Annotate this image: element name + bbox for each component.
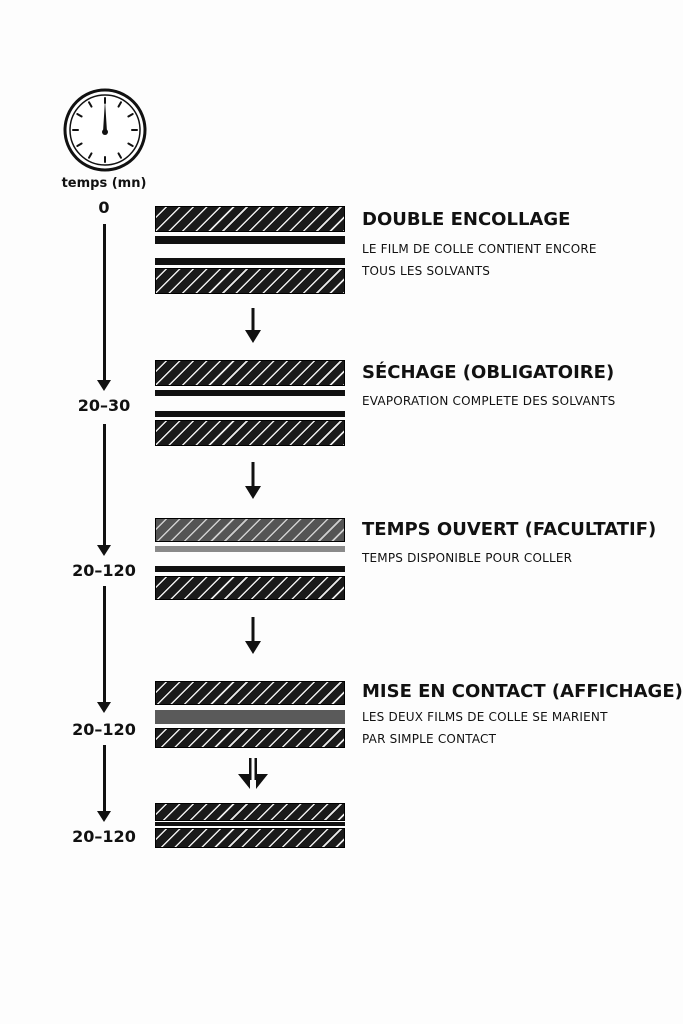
down-arrow-icon (243, 462, 263, 500)
time-mark-1: 20–30 (77, 396, 131, 415)
timeline-segment (103, 745, 106, 811)
step-4-title: MISE EN CONTACT (AFFICHAGE) (362, 681, 683, 702)
substrate-layer (155, 728, 345, 748)
time-mark-2: 20–120 (72, 561, 136, 580)
glue-film-layer (155, 258, 345, 265)
step-1-title: DOUBLE ENCOLLAGE (362, 209, 571, 230)
step-2-desc-line-1: EVAPORATION COMPLETE DES SOLVANTS (362, 394, 616, 408)
down-arrow-icon (243, 617, 263, 655)
timeline-segment (103, 586, 106, 702)
substrate-layer (155, 518, 345, 542)
time-mark-0: 0 (98, 198, 110, 217)
step-3-title: TEMPS OUVERT (FACULTATIF) (362, 519, 657, 540)
glue-film-layer (155, 566, 345, 572)
substrate-layer (155, 681, 345, 705)
step-1-desc-line-1: LE FILM DE COLLE CONTIENT ENCORE (362, 242, 597, 256)
step-3-desc-line-1: TEMPS DISPONIBLE POUR COLLER (362, 551, 573, 565)
substrate-layer (155, 828, 345, 848)
timeline-segment (103, 424, 106, 545)
substrate-layer (155, 268, 345, 294)
timeline-arrowhead (97, 545, 111, 556)
step-1-desc-line-2: TOUS LES SOLVANTS (362, 264, 491, 278)
step-4-desc-line-2: PAR SIMPLE CONTACT (362, 732, 497, 746)
down-arrow-icon (243, 308, 263, 344)
timeline-arrowhead (97, 702, 111, 713)
glue-film-layer (155, 822, 345, 826)
stopwatch-icon (63, 88, 147, 172)
time-unit-label: temps (mn) (61, 176, 147, 191)
merged-glue-layer (155, 710, 345, 724)
glue-film-layer (155, 236, 345, 244)
glue-film-layer (155, 390, 345, 396)
glue-film-layer (155, 411, 345, 417)
substrate-layer (155, 803, 345, 821)
time-mark-3: 20–120 (72, 720, 136, 739)
double-down-arrow-icon (236, 758, 270, 790)
substrate-layer (155, 360, 345, 386)
timeline-arrowhead (97, 380, 111, 391)
timeline-arrowhead (97, 811, 111, 822)
substrate-layer (155, 206, 345, 232)
substrate-layer (155, 420, 345, 446)
glue-film-layer (155, 546, 345, 552)
time-mark-4: 20–120 (72, 827, 136, 846)
substrate-layer (155, 576, 345, 600)
timeline-segment (103, 224, 106, 380)
step-4-desc-line-1: LES DEUX FILMS DE COLLE SE MARIENT (362, 710, 608, 724)
step-2-title: SÉCHAGE (OBLIGATOIRE) (362, 362, 615, 383)
